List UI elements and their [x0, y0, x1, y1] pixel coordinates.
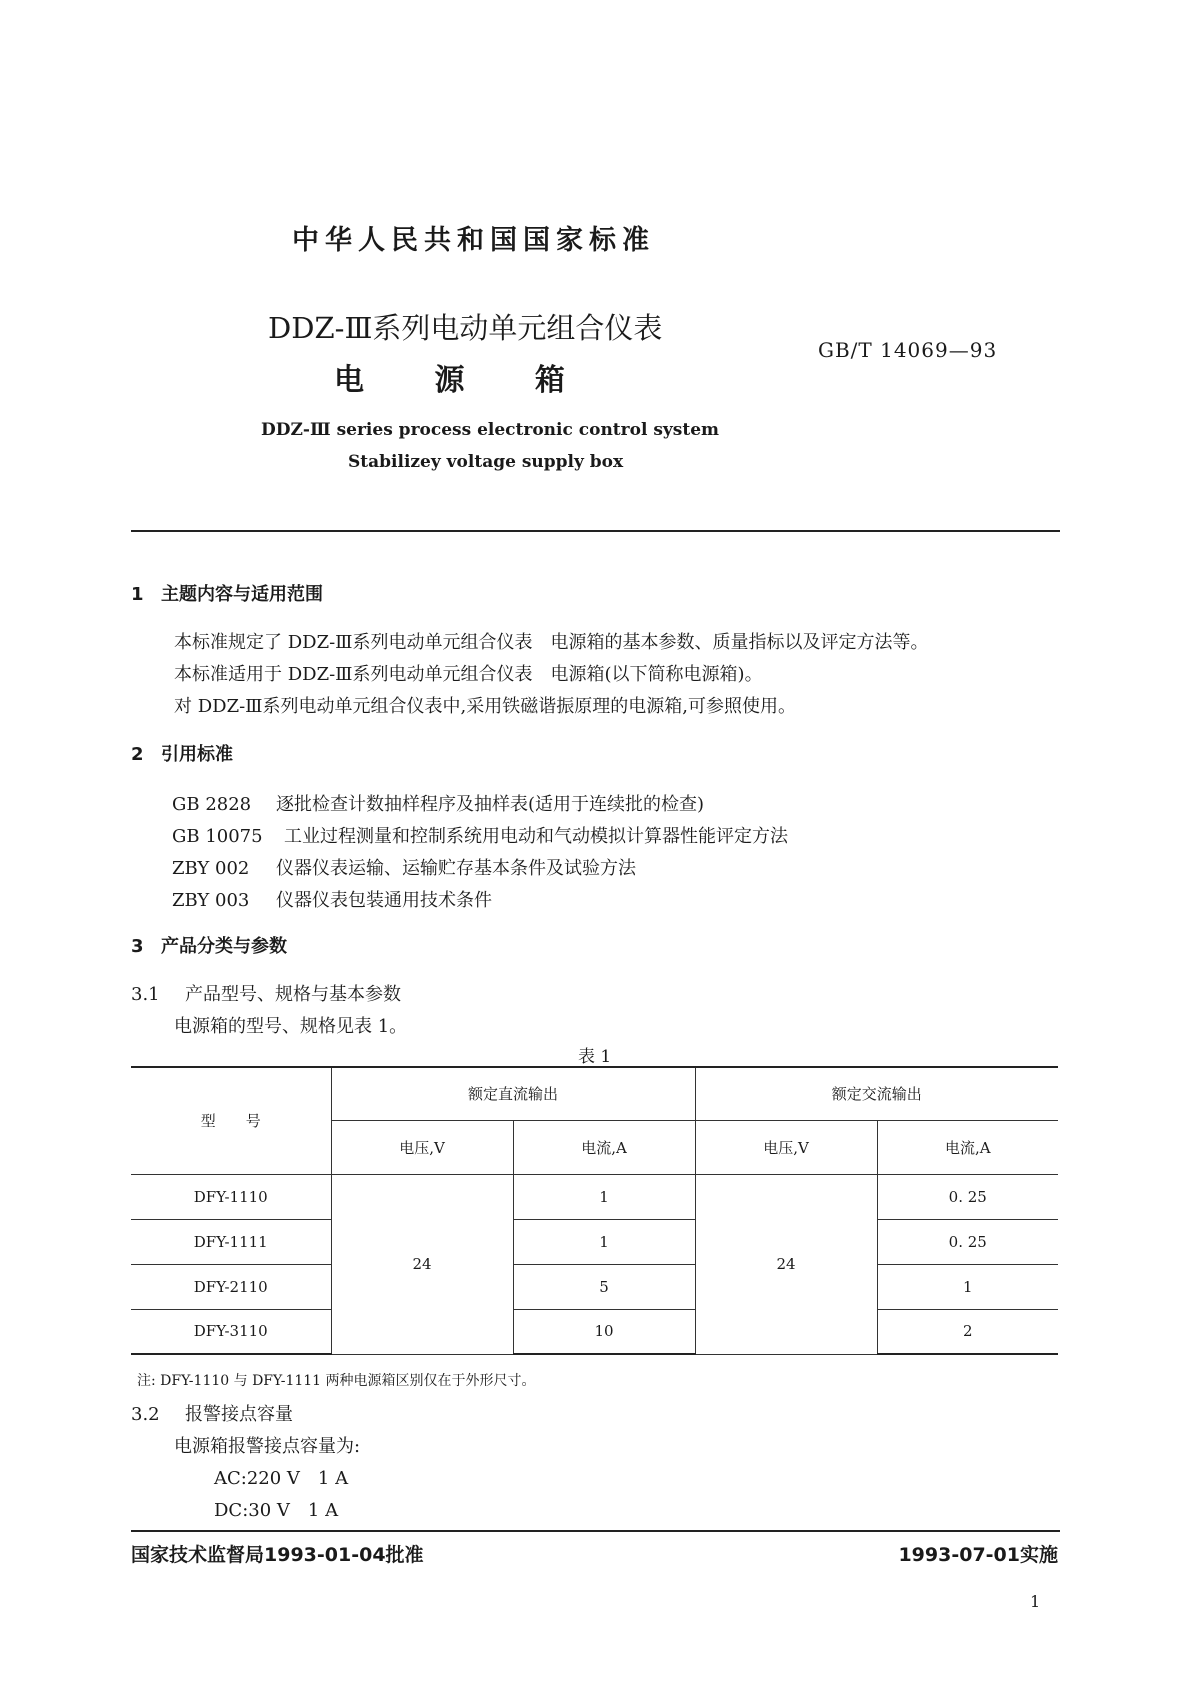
dc-current-cell: 1	[513, 1219, 695, 1264]
paragraph: 对 DDZ-Ⅲ系列电动单元组合仪表中,采用铁磁谐振原理的电源箱,可参照使用。	[174, 696, 796, 717]
ac-voltage-cell: 24	[695, 1174, 877, 1354]
reference-item	[172, 822, 788, 848]
section-title: 主题内容与适用范围	[161, 584, 323, 605]
dc-output-header: 额定直流输出	[331, 1067, 695, 1120]
spec-table	[131, 1066, 1058, 1355]
section-3-heading	[131, 932, 287, 958]
footer-divider	[131, 1530, 1060, 1532]
table-row	[131, 1264, 1058, 1309]
reference-code: ZBY 002	[172, 858, 250, 879]
dc-voltage-header: 电压,V	[331, 1120, 513, 1174]
subsection-title: 报警接点容量	[185, 1404, 293, 1425]
model-cell: DFY-1111	[131, 1219, 331, 1264]
section-1-heading	[131, 580, 323, 606]
reference-title: 工业过程测量和控制系统用电动和气动模拟计算器性能评定方法	[284, 826, 788, 847]
page-number: 1	[1030, 1592, 1041, 1611]
model-header: 型 号	[131, 1067, 331, 1174]
approval-date: 国家技术监督局1993-01-04批准	[131, 1544, 424, 1566]
model-cell: DFY-3110	[131, 1309, 331, 1354]
reference-item	[172, 790, 704, 816]
section-2-heading	[131, 740, 233, 766]
section-title: 引用标准	[161, 744, 233, 765]
table-row	[131, 1309, 1058, 1354]
table-caption: 表 1	[578, 1047, 612, 1067]
reference-title: 仪器仪表运输、运输贮存基本条件及试验方法	[276, 858, 636, 879]
section-number: 1	[131, 584, 144, 605]
dc-current-cell: 5	[513, 1264, 695, 1309]
ac-voltage-header: 电压,V	[695, 1120, 877, 1174]
section-title: 产品分类与参数	[161, 936, 287, 957]
subsection-number: 3.2	[131, 1404, 160, 1425]
dc-current-header: 电流,A	[513, 1120, 695, 1174]
dc-current-cell: 1	[513, 1174, 695, 1219]
section-number: 3	[131, 936, 144, 957]
reference-code: GB 2828	[172, 794, 252, 815]
standard-number: GB/T 14069—93	[818, 338, 998, 362]
dc-contact-rating: DC:30 V 1 A	[214, 1500, 339, 1521]
paragraph: 电源箱报警接点容量为:	[174, 1436, 361, 1457]
document-title-line1: DDZ-Ⅲ系列电动单元组合仪表	[268, 311, 663, 345]
national-standard-heading: 中华人民共和国国家标准	[292, 225, 655, 256]
english-title-line1: DDZ-Ⅲ series process electronic control system	[261, 420, 720, 440]
reference-title: 逐批检查计数抽样程序及抽样表(适用于连续批的检查)	[276, 794, 705, 815]
paragraph: 电源箱的型号、规格见表 1。	[174, 1016, 408, 1037]
effective-date: 1993-07-01实施	[898, 1544, 1058, 1566]
reference-code: GB 10075	[172, 826, 263, 847]
reference-item	[172, 886, 492, 912]
ac-current-header: 电流,A	[877, 1120, 1058, 1174]
english-title-line2: Stabilizey voltage supply box	[348, 452, 624, 472]
model-cell: DFY-2110	[131, 1264, 331, 1309]
subsection-title: 产品型号、规格与基本参数	[185, 984, 401, 1005]
paragraph: 本标准适用于 DDZ-Ⅲ系列电动单元组合仪表 电源箱(以下简称电源箱)。	[174, 664, 763, 685]
ac-current-cell: 0. 25	[877, 1219, 1058, 1264]
subsection-number: 3.1	[131, 984, 160, 1005]
ac-current-cell: 2	[877, 1309, 1058, 1354]
header-divider	[131, 530, 1060, 532]
ac-contact-rating: AC:220 V 1 A	[214, 1468, 349, 1489]
reference-item	[172, 854, 636, 880]
table-row	[131, 1174, 1058, 1219]
ac-current-cell: 1	[877, 1264, 1058, 1309]
reference-code: ZBY 003	[172, 890, 250, 911]
section-number: 2	[131, 744, 144, 765]
document-title-line2: 电 源 箱	[334, 363, 565, 398]
paragraph: 本标准规定了 DDZ-Ⅲ系列电动单元组合仪表 电源箱的基本参数、质量指标以及评定方法等。	[174, 632, 929, 653]
table-note: 注: DFY-1110 与 DFY-1111 两种电源箱区别仅在于外形尺寸。	[137, 1373, 536, 1389]
table-row	[131, 1219, 1058, 1264]
ac-current-cell: 0. 25	[877, 1174, 1058, 1219]
dc-voltage-cell: 24	[331, 1174, 513, 1354]
subsection-3-2-heading	[131, 1400, 293, 1426]
subsection-3-1-heading	[131, 980, 401, 1006]
ac-output-header: 额定交流输出	[695, 1067, 1058, 1120]
reference-title: 仪器仪表包装通用技术条件	[276, 890, 492, 911]
model-cell: DFY-1110	[131, 1174, 331, 1219]
dc-current-cell: 10	[513, 1309, 695, 1354]
